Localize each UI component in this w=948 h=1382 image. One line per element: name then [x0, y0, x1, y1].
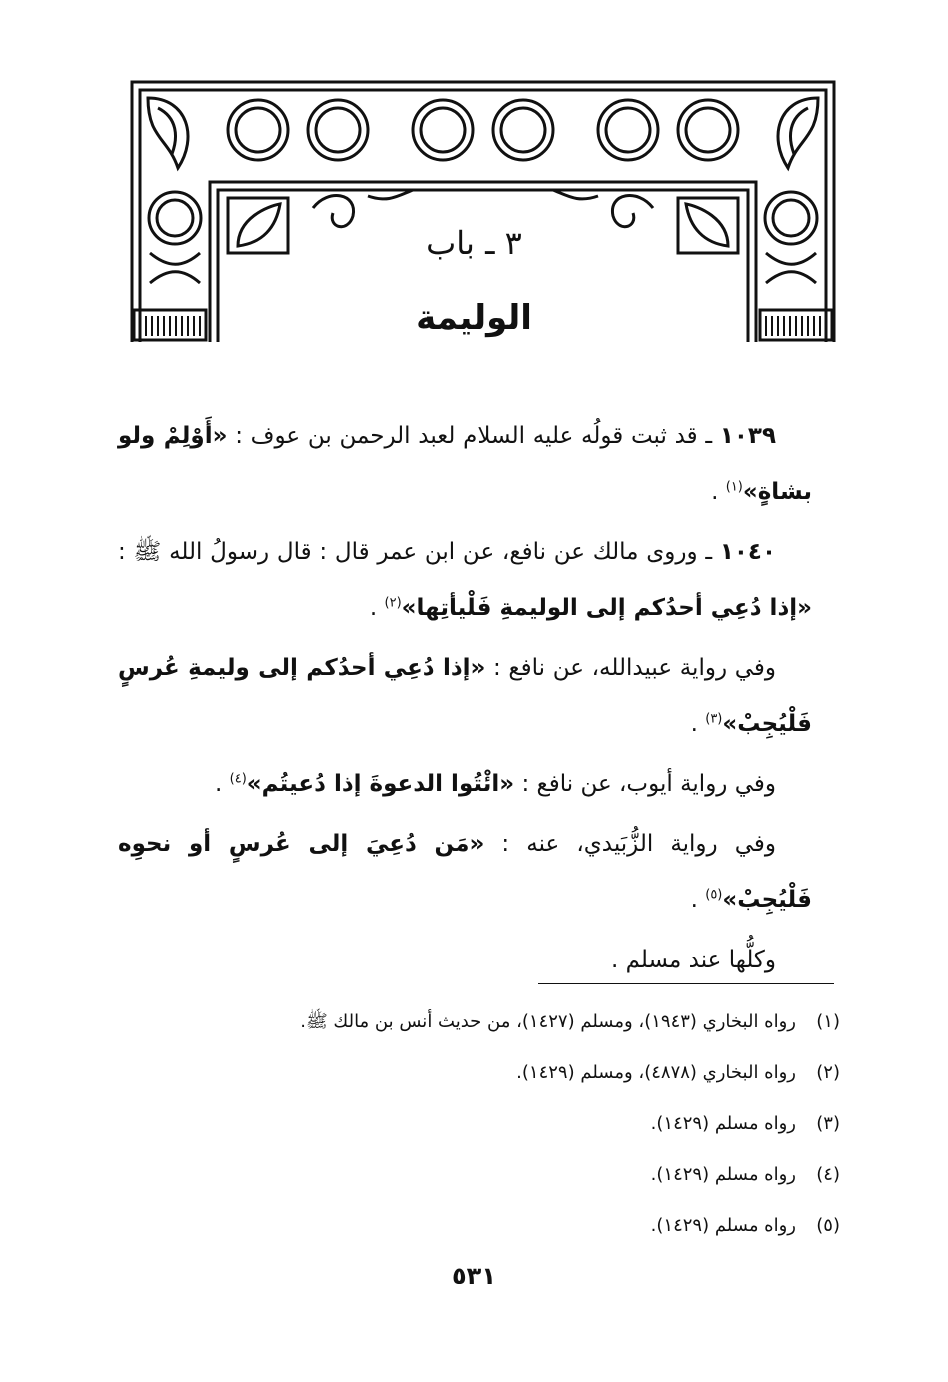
narration-quote: «مَن دُعِيَ إلى عُرسٍ أو نحوِه فَلْيُجِبْ» [118, 831, 812, 913]
footnote-item [118, 1149, 840, 1200]
hadith-number: ١٠٤٠ [719, 539, 776, 565]
narration-text: وفي رواية عبيدالله، عن نافع : [485, 655, 776, 681]
footnote-mark: (١) [816, 1011, 840, 1032]
chapter-number: ٣ ـ باب [426, 224, 522, 262]
sentence-end: . [215, 771, 230, 797]
narration-ubaydullah [118, 640, 812, 752]
footnote-text: رواه مسلم (١٤٢٩). [650, 1164, 796, 1185]
footnotes [118, 996, 840, 1251]
footnote-text: رواه البخاري (١٩٤٣)، ومسلم (١٤٢٧)، من حديث أنس بن مالك ﷺ. [300, 1011, 796, 1032]
hadith-quote: «إذا دُعِي أحدُكم إلى الوليمةِ فَلْيأتِها» [401, 595, 812, 621]
footnote-text: رواه البخاري (٤٨٧٨)، ومسلم (١٤٢٩). [516, 1062, 796, 1083]
footnote-item [118, 996, 840, 1047]
footnote-mark: (٢) [816, 1062, 840, 1083]
footnote-separator [538, 983, 834, 984]
footnote-ref: (٤) [229, 771, 247, 787]
narration-quote: «ائْتُوا الدعوةَ إذا دُعيتُم» [246, 771, 515, 797]
footnote-text: رواه مسلم (١٤٢٩). [650, 1215, 796, 1236]
hadith-1039 [118, 408, 812, 520]
footnote-text: رواه مسلم (١٤٢٩). [650, 1113, 796, 1134]
hadith-text: ـ وروى مالك عن نافع، عن ابن عمر قال : قال رسولُ الله ﷺ : [118, 539, 720, 565]
closing-text: وكلُّها عند مسلم . [610, 947, 776, 973]
footnote-item [118, 1200, 840, 1251]
hadith-number: ١٠٣٩ [719, 423, 776, 449]
footnote-item [118, 1047, 840, 1098]
footnote-mark: (٥) [816, 1215, 840, 1236]
hadith-text: ـ قد ثبت قولُه عليه السلام لعبد الرحمن بن عوف : [227, 423, 720, 449]
hadith-quote: «أَوْلِمْ ولو بشاةٍ» [118, 423, 812, 505]
sentence-end: . [369, 595, 385, 621]
footnote-mark: (٣) [816, 1113, 840, 1134]
narration-zubaydi [118, 816, 812, 928]
narration-text: وفي رواية أيوب، عن نافع : [514, 771, 776, 797]
footnote-ref: (٣) [705, 711, 723, 727]
narration-quote: «إذا دُعِي أحدُكم إلى وليمةِ عُرسٍ فَلْيُجِبْ» [118, 655, 812, 737]
footnote-mark: (٤) [816, 1164, 840, 1185]
sentence-end: . [690, 711, 706, 737]
footnote-ref: (٢) [384, 595, 402, 611]
hadith-1040 [118, 524, 812, 636]
footnote-ref: (١) [725, 479, 743, 495]
narration-text: وفي رواية الزُّبَيدي، عنه : [484, 831, 776, 857]
sentence-end: . [690, 887, 706, 913]
footnote-item [118, 1098, 840, 1149]
main-text [118, 408, 812, 992]
sentence-end: . [711, 479, 726, 505]
footnote-ref: (٥) [705, 887, 723, 903]
chapter-title: الوليمة [416, 298, 532, 338]
narration-ayyub [118, 756, 812, 812]
page-number: ٥٣١ [452, 1262, 496, 1290]
closing-note [118, 932, 812, 988]
